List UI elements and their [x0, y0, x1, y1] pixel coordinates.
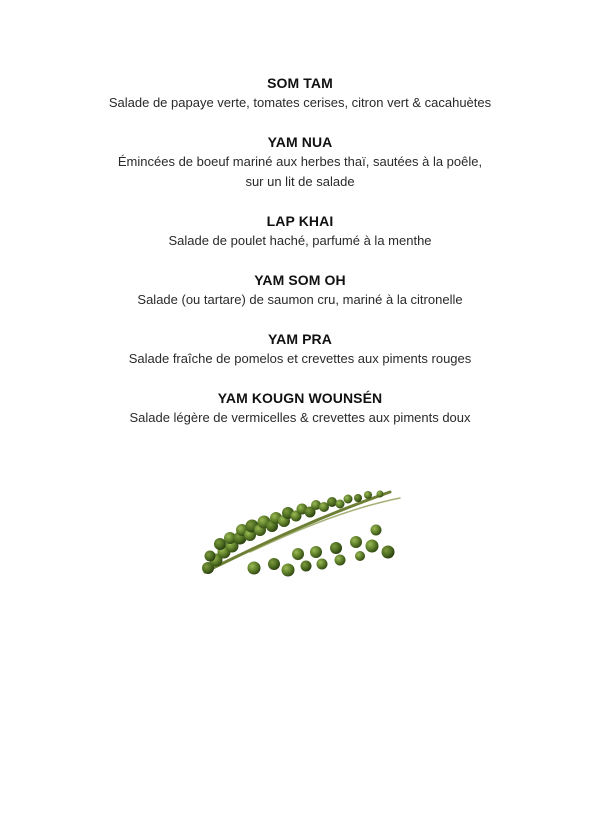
- dish-description: Salade de poulet haché, parfumé à la menthe: [168, 233, 432, 248]
- menu-list: [0, 73, 600, 447]
- dish-name: LAP KHAI: [266, 213, 334, 229]
- dish-yam-kougn-wounsen: [0, 388, 600, 428]
- dish-yam-nua: [0, 132, 600, 192]
- dish-yam-som-oh: [0, 270, 600, 310]
- dish-name: YAM KOUGN WOUNSÉN: [217, 390, 383, 406]
- dish-name: YAM NUA: [267, 134, 333, 150]
- dish-description: Émincées de boeuf mariné aux herbes thaï, sautées à la poêle,: [117, 154, 483, 169]
- dish-description-line-2: sur un lit de salade: [245, 174, 355, 189]
- dish-name: YAM PRA: [268, 331, 332, 347]
- dish-name: SOM TAM: [267, 75, 333, 91]
- dish-som-tam: [0, 73, 600, 113]
- dish-name: YAM SOM OH: [254, 272, 346, 288]
- dish-description: Salade légère de vermicelles & crevettes aux piments doux: [129, 410, 471, 425]
- dish-description: Salade fraîche de pomelos et crevettes aux piments rouges: [128, 351, 472, 366]
- dish-description: Salade de papaye verte, tomates cerises, citron vert & cacahuètes: [108, 95, 492, 110]
- dish-lap-khai: [0, 211, 600, 251]
- green-peppercorns-image: [190, 480, 410, 590]
- dish-description: Salade (ou tartare) de saumon cru, mariné à la citronelle: [137, 292, 463, 307]
- dish-yam-pra: [0, 329, 600, 369]
